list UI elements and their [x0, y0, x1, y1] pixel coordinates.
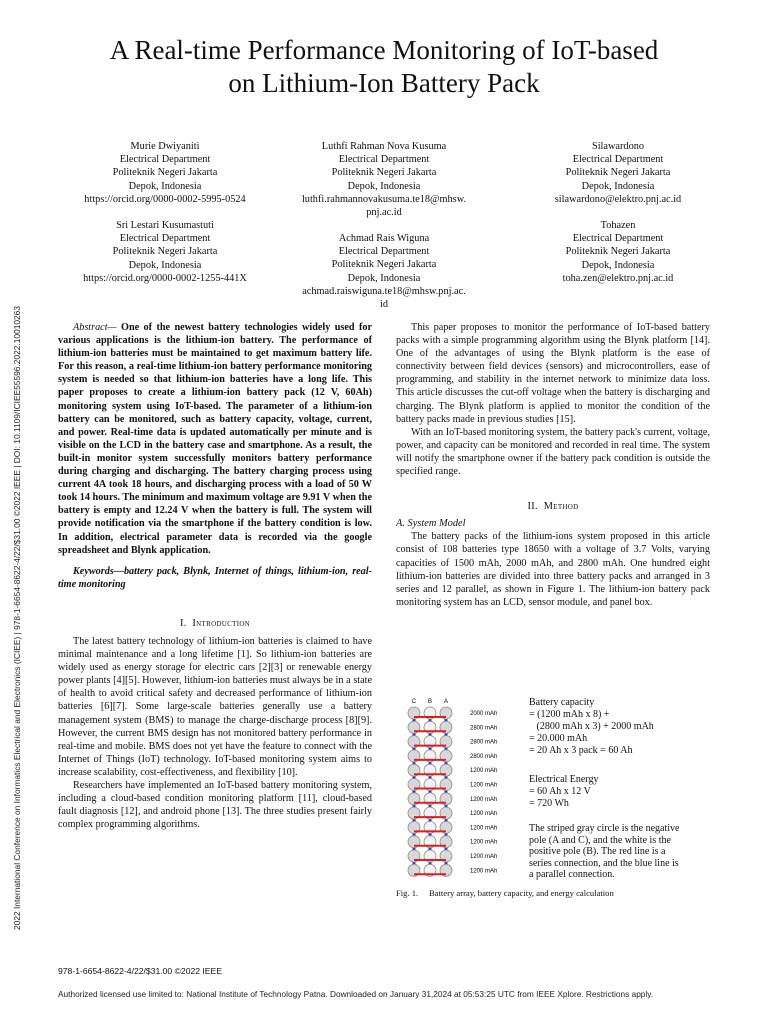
author-name: Tohazen — [600, 220, 636, 231]
author-inst: Politeknik Negeri Jakarta — [565, 167, 671, 179]
note-line: The striped gray circle is the negative — [529, 823, 680, 834]
section-title: Method — [543, 501, 579, 513]
author-email: luthfi.rahmannovakusuma.te18@mhsw. — [301, 193, 467, 205]
row-capacity-label: 1200 mAh — [470, 782, 498, 789]
row-capacity-label: 1200 mAh — [470, 825, 498, 832]
author-loc: Depok, Indonesia — [347, 180, 421, 192]
row-capacity-label: 1200 mAh — [470, 768, 498, 775]
section-title: Introduction — [192, 617, 251, 629]
section-heading-introduction — [58, 617, 372, 630]
column-label: A — [443, 699, 449, 705]
author-name: Murie Dwiyaniti — [130, 141, 200, 152]
left-column — [58, 321, 372, 831]
author-name: Silawardono — [591, 141, 645, 152]
row-capacity-label: 1200 mAh — [470, 796, 498, 803]
author-inst: Politeknik Negeri Jakarta — [331, 259, 437, 271]
right-column — [396, 321, 710, 609]
author-orcid: https://orcid.org/0000-0002-1255-441X — [83, 272, 247, 284]
title-line-1: A Real-time Performance Monitoring of IoT-based — [109, 35, 659, 65]
author-block-1 — [55, 140, 275, 206]
license-notice: Authorized licensed use limited to: National Institute of Technology Patna. Downloaded on January 31,2024 at 05:53:25 UTC from IEEE Xplore. Restrictions apply. — [58, 989, 654, 999]
author-email: silawardono@elektro.pnj.ac.id — [554, 193, 682, 205]
author-inst: Politeknik Negeri Jakarta — [112, 246, 218, 258]
figure-note — [529, 823, 714, 881]
section-heading-method — [396, 500, 710, 513]
subsection-heading-system-model: A. System Model — [396, 518, 466, 530]
row-capacity-label: 1200 mAh — [470, 868, 498, 875]
row-capacity-label: 2000 mAh — [470, 711, 498, 717]
author-dept: Electrical Department — [338, 246, 430, 258]
capacity-line: Battery capacity — [529, 697, 595, 708]
capacity-line: (2800 mAh x 3) + 2000 mAh — [529, 721, 654, 732]
author-loc: Depok, Indonesia — [128, 180, 202, 192]
figure-1 — [406, 697, 716, 902]
keywords: Keywords—battery pack, Blynk, Internet of things, lithium-ion, real-time monitoring — [58, 565, 372, 590]
author-orcid: https://orcid.org/0000-0002-5995-0524 — [84, 193, 246, 205]
abstract — [58, 321, 372, 557]
note-line: pole (A and C), and the white is the — [529, 834, 671, 846]
author-name: Achmad Rais Wiguna — [338, 233, 430, 244]
section-number: II. — [527, 501, 538, 513]
section-number: I. — [179, 617, 187, 629]
author-loc: Depok, Indonesia — [128, 259, 202, 271]
author-email: toha.zen@elektro.pnj.ac.id — [562, 272, 674, 284]
author-loc: Depok, Indonesia — [581, 180, 655, 192]
row-capacity-label: 2800 mAh — [470, 725, 498, 732]
intro-paragraph-1: The latest battery technology of lithium-ion batteries is claimed to have minimal maintenance and a long lifetime [1]. So lithium-ion batteries are widely used as energy storage for electric cars [2][3] or renewable energy power plants [4][5]. However, lithium-ion batteries must always be in a state of health to avoid critical safety and decreased performance of lithium-ion batteries [6][7]. Some large-scale batteries generally use a battery management system (BMS) to manage the charge-discharge process [8][9]. However, the current BMS design has not monitored battery performance in real-time and mobile. BMS does not yet have the feature to connect with the Internet of Things (IoT) technology. IoT-based monitoring system aims to increase scalability, cost-effectiveness, and flexibility [10]. — [58, 635, 372, 778]
author-email-cont: id — [379, 299, 388, 311]
paper-title — [40, 34, 728, 100]
author-inst: Politeknik Negeri Jakarta — [112, 167, 218, 179]
author-block-4 — [55, 219, 275, 285]
author-name: Sri Lestari Kusumastuti — [116, 220, 214, 231]
author-block-6 — [508, 219, 728, 285]
row-capacity-label: 2800 mAh — [470, 753, 498, 760]
right-paragraph-2: With an IoT-based monitoring system, the battery pack's current, voltage, power, and capacity can be monitored and recorded in real time. The system will notify the smartphone owner if the battery pack condition is outside the specified range. — [396, 426, 710, 478]
energy-line: = 720 Wh — [529, 798, 569, 809]
title-line-2: on Lithium-Ion Battery Pack — [228, 68, 540, 98]
intro-paragraph-2: Researchers have implemented an IoT-based battery monitoring system, including a cloud-based condition monitoring platform [11], cloud-based fault diagnosis [12], and android phone [13]. The three studies present fairly complex programming algorithms. — [58, 780, 372, 831]
electrical-energy-calc — [529, 774, 599, 810]
author-inst: Politeknik Negeri Jakarta — [331, 167, 437, 179]
row-capacity-label: 1200 mAh — [470, 854, 498, 860]
row-capacity-label: 1200 mAh — [470, 839, 498, 846]
author-email-cont: pnj.ac.id — [366, 207, 402, 219]
row-capacity-label: 2800 mAh — [470, 739, 498, 746]
battery-array-diagram — [406, 697, 526, 887]
method-paragraph-1: The battery packs of the lithium-ions system proposed in this article consist of 108 batteries type 18650 with a voltage of 3.7 Volts, varying capacities of 1500 mAh, 2000 mAh, and 2800 mAh. One hundred eight lithium-ion batteries are divided into three battery packs and arranged in 3 series and 12 parallel, as shown in Figure 1. The lithium-ion battery pack monitoring system has an LCD, sensor module, and panel box. — [396, 531, 710, 608]
note-line: positive pole (B). The red line is a — [529, 846, 666, 858]
row-capacity-label: 1200 mAh — [470, 811, 498, 818]
footer-copyright: 978-1-6654-8622-4/22/$31.00 ©2022 IEEE — [58, 966, 223, 976]
figure-caption: Fig. 1. Battery array, battery capacity, and energy calculation — [396, 888, 614, 898]
author-block-5 — [274, 232, 494, 311]
author-dept: Electrical Department — [572, 154, 664, 166]
author-inst: Politeknik Negeri Jakarta — [565, 246, 671, 258]
author-block-3 — [508, 140, 728, 206]
author-loc: Depok, Indonesia — [347, 272, 421, 284]
author-loc: Depok, Indonesia — [581, 259, 655, 271]
right-paragraph-1: This paper proposes to monitor the performance of IoT-based battery packs with a simple programming algorithm using the Blynk platform [14]. One of the advantages of using the Blynk platform is the ease of connectivity between field devices (sensors) and microcontrollers, ease of programming, and stability in the internet network to minimize data loss. This article discusses the cut-off voltage when the battery is discharging and charging. The Blynk platform is applied to monitor the condition of the battery packs made in previous studies [15]. — [396, 322, 710, 425]
author-dept: Electrical Department — [119, 233, 211, 245]
note-line: series connection, and the blue line is — [529, 857, 679, 869]
battery-capacity-calc — [529, 697, 654, 757]
author-email: achmad.raiswiguna.te18@mhsw.pnj.ac. — [302, 285, 466, 297]
capacity-line: = 20.000 mAh — [529, 733, 588, 744]
author-dept: Electrical Department — [119, 154, 211, 166]
note-line: a parallel connection. — [529, 869, 615, 881]
author-name: Luthfi Rahman Nova Kusuma — [321, 141, 447, 152]
abstract-text: One of the newest battery technologies widely used for various applications is the lithium-ion battery. The performance of lithium-ion batteries must be maintained to get maximum battery life. For this reason, a real-time lithium-ion battery performance monitoring system is needed so that lithium-ion batteries have a long life. This paper proposes to create a lithium-ion battery pack (12 V, 60Ah) monitoring system using IoT-based. The parameter of a lithium-ion battery can be monitored, such as battery capacity, voltage, current, and power. Real-time data is updated automatically per minute and is visible on the LCD in the battery case and smartphone. As a result, the built-in monitor system successfully monitors battery performance during charging and discharging. The battery charging process using current 4A took 18 hours, and discharging process with a load of 50 W took 14 hours. The minimum and maximum voltage are 9.91 V when the battery is empty and 12.24 V when the battery is full. The system will provide notification via the smartphone if the battery condition is low. In addition, electrical parameter data is recorded via the google spreadsheet and Blynk application. — [58, 322, 372, 556]
author-block-2 — [274, 140, 494, 219]
author-dept: Electrical Department — [572, 233, 664, 245]
energy-line: Electrical Energy — [529, 774, 599, 785]
sidebar-citation: 2022 International Conference on Informatics Electrical and Electronics (ICIEE) | 978-1-6654-8622-4/22/$31.00 ©2022 IEEE | DOI: 10.1109/ICIEE55596.2022.10010263 — [12, 306, 22, 930]
energy-line: = 60 Ah x 12 V — [529, 786, 591, 797]
column-label: C — [411, 699, 417, 705]
capacity-line: = 20 Ah x 3 pack = 60 Ah — [529, 745, 633, 756]
author-dept: Electrical Department — [338, 154, 430, 166]
capacity-line: = (1200 mAh x 8) + — [529, 709, 610, 720]
column-label: B — [427, 699, 433, 705]
abstract-label: Abstract— — [73, 322, 117, 333]
